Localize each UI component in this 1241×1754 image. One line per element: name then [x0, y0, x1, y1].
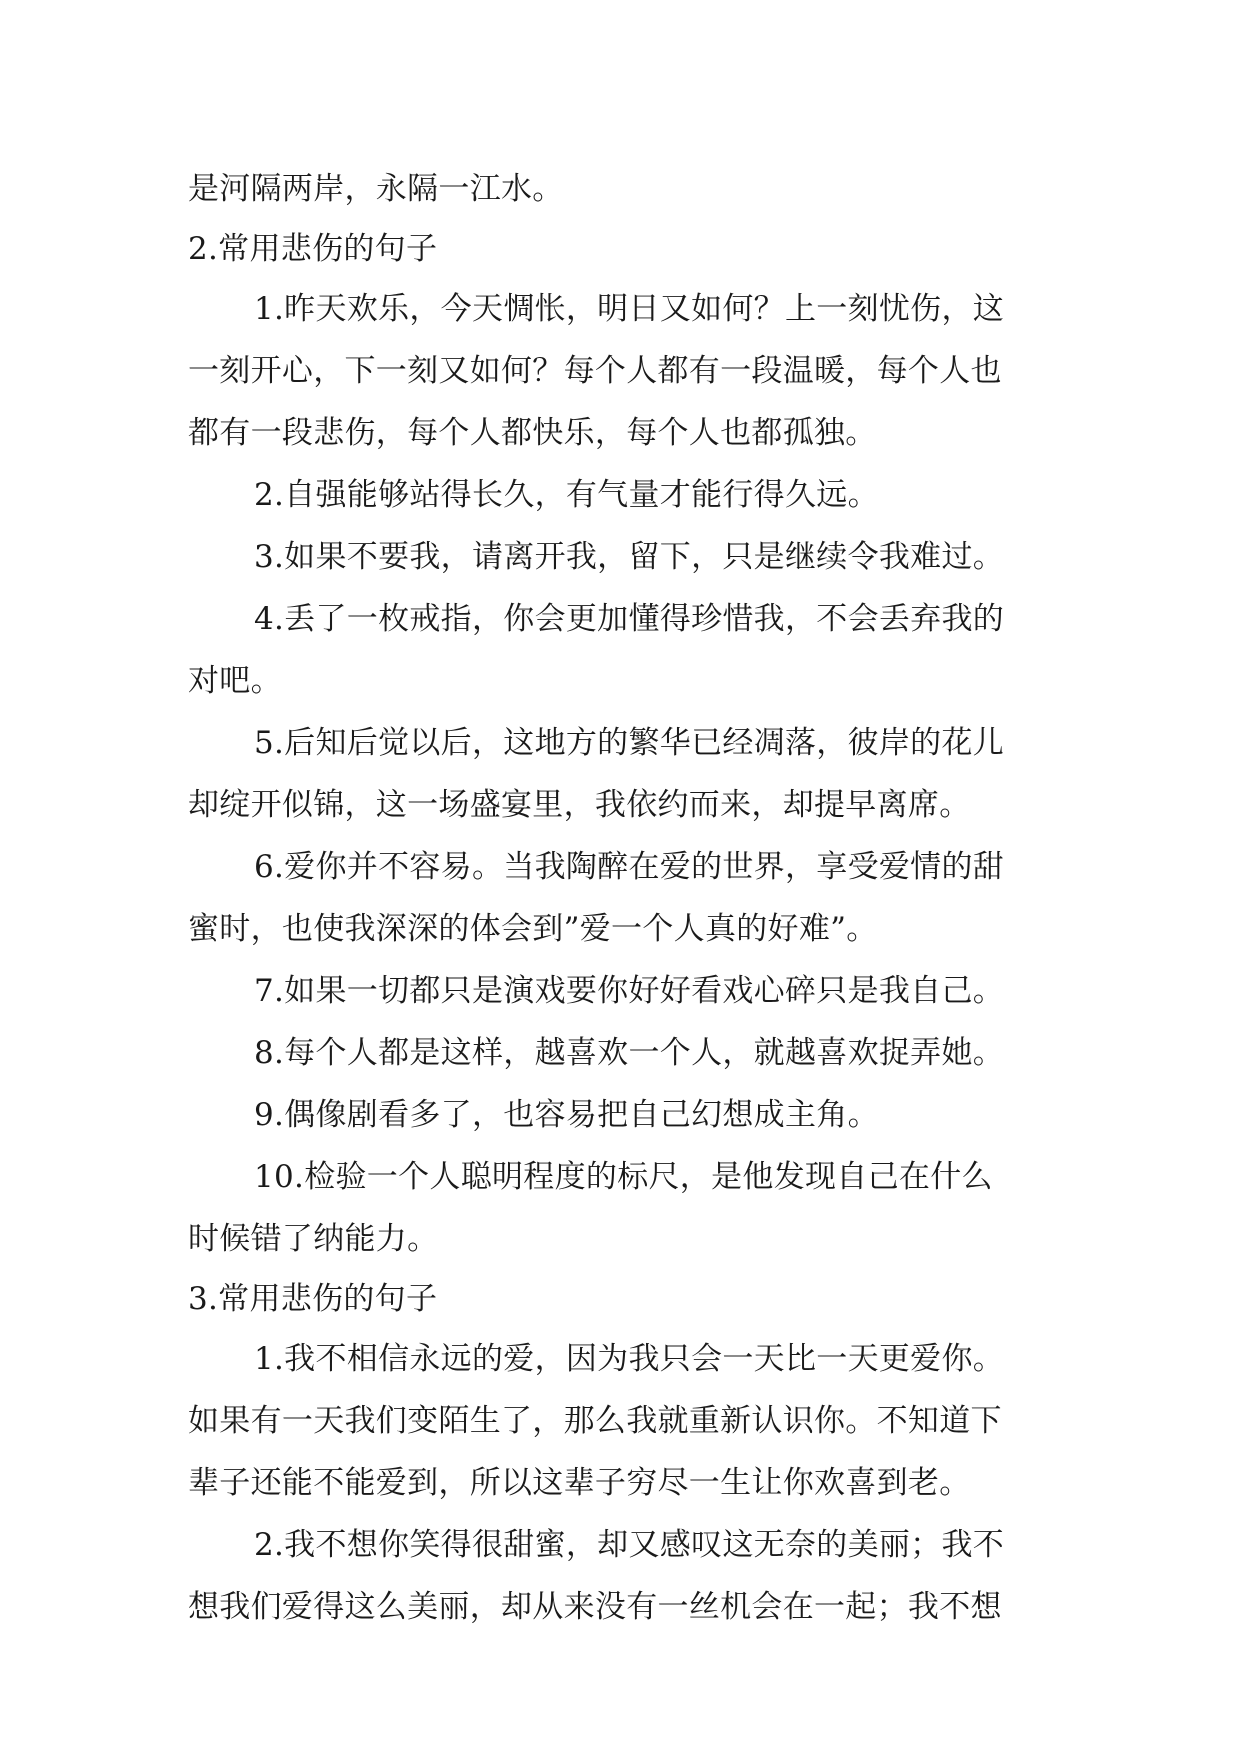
text-line: 如果有一天我们变陌生了，那么我就重新认识你。不知道下	[188, 1403, 1002, 1439]
text-line: 都有一段悲伤，每个人都快乐，每个人也都孤独。	[188, 415, 877, 451]
text-line: 8.每个人都是这样，越喜欢一个人，就越喜欢捉弄她。	[254, 1035, 1005, 1071]
text-line: 3.如果不要我，请离开我，留下，只是继续令我难过。	[254, 539, 1005, 575]
text-line: 时候错了纳能力。	[188, 1221, 439, 1257]
text-line: 7.如果一切都只是演戏要你好好看戏心碎只是我自己。	[254, 973, 1005, 1009]
text-line: 6.爱你并不容易。当我陶醉在爱的世界，享受爱情的甜	[254, 849, 1005, 885]
text-line: 2.自强能够站得长久，有气量才能行得久远。	[254, 477, 879, 513]
text-line: 却绽开似锦，这一场盛宴里，我依约而来，却提早离席。	[188, 787, 971, 823]
section-heading: 3.常用悲伤的句子	[188, 1281, 438, 1317]
text-line: 想我们爱得这么美丽，却从来没有一丝机会在一起；我不想	[188, 1589, 1002, 1625]
text-line: 是河隔两岸，永隔一江水。	[188, 171, 564, 207]
document-body	[188, 158, 1053, 1638]
text-line: 辈子还能不能爱到，所以这辈子穷尽一生让你欢喜到老。	[188, 1465, 971, 1501]
text-line: 对吧。	[188, 663, 282, 699]
text-line: 蜜时，也使我深深的体会到”爱一个人真的好难”。	[188, 911, 878, 947]
text-line: 1.昨天欢乐，今天惆怅，明日又如何？上一刻忧伤，这	[254, 291, 1005, 327]
text-line: 9.偶像剧看多了，也容易把自己幻想成主角。	[254, 1097, 879, 1133]
section-heading: 2.常用悲伤的句子	[188, 231, 438, 267]
text-line: 2.我不想你笑得很甜蜜，却又感叹这无奈的美丽；我不	[254, 1527, 1005, 1563]
text-line: 1.我不相信永远的爱，因为我只会一天比一天更爱你。	[254, 1341, 1005, 1377]
text-line: 5.后知后觉以后，这地方的繁华已经凋落，彼岸的花儿	[254, 725, 1005, 761]
text-line: 10.检验一个人聪明程度的标尺，是他发现自己在什么	[254, 1159, 993, 1195]
text-line: 4.丢了一枚戒指，你会更加懂得珍惜我，不会丢弃我的	[254, 601, 1005, 637]
text-line: 一刻开心，下一刻又如何？每个人都有一段温暖，每个人也	[188, 353, 1002, 389]
